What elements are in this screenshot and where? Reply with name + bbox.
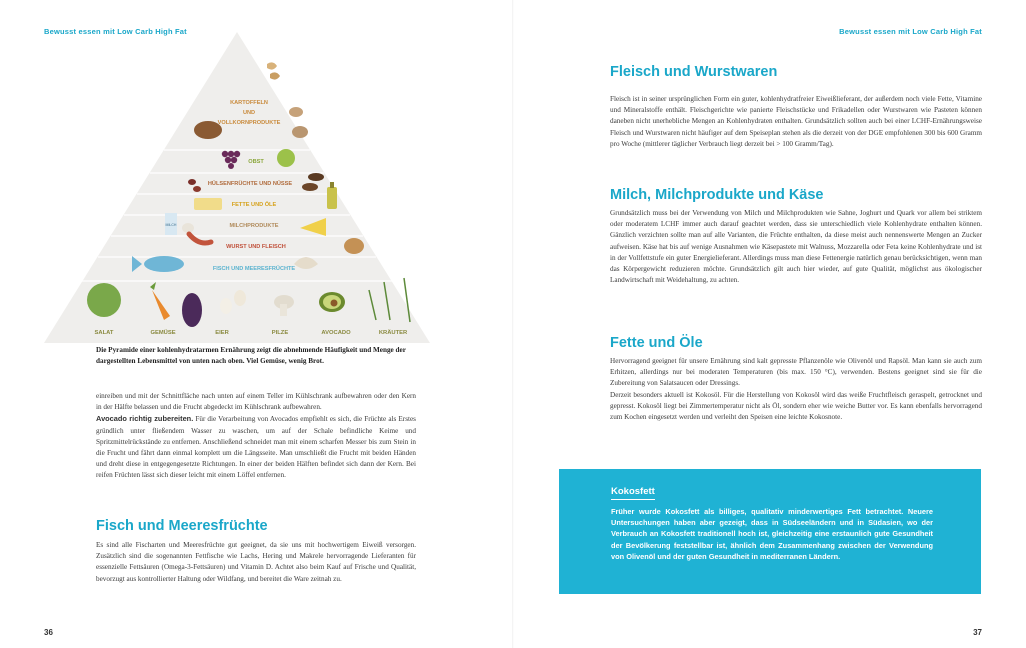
level-label-meat: WURST UND FLEISCH [226, 244, 286, 250]
infobox-text: Früher wurde Kokosfett als billiges, qualitativ minderwertiges Fett betrachtet. Neuere Untersuchungen haben aber gezeigt, dass in Südseeländern und in Südasien, wo der Verbrauch an Kokosfett traditionell hoch ist, gleichzeitig eine erstaunlich gute Gesundheit der Bevölkerung feststellbar ist, ähnlich dem Zusammenhang zwischen der Verwendung von Olivenöl und der guten Gesundheit in mediterranen Ländern. [611, 507, 933, 561]
potato-icon [289, 107, 303, 117]
eggplant-icon [182, 293, 202, 327]
paragraph-milch [610, 208, 982, 286]
level-label-potatoes: KARTOFFELN [230, 100, 268, 106]
level-label-wholegrain: VOLLKORNPRODUKTE [217, 120, 281, 126]
apple-icon [277, 149, 295, 167]
pyramid-caption: Die Pyramide einer kohlenhydratarmen Ernährung zeigt die abnehmende Häufigkeit und Menge der dargestellten Lebensmittel von unten nach oben. Viel Gemüse, wenig Brot. [96, 346, 406, 365]
base-label-mushrooms: PILZE [271, 330, 289, 336]
yogurt-icon [182, 223, 194, 233]
food-pyramid [44, 32, 430, 344]
page-number-left: 36 [44, 628, 53, 637]
paragraph-fleisch-text: Fleisch ist in seiner ursprünglichen Form ein guter, kohlenhydratfreier Eiweißlieferant, der außerdem noch viele Fette, Vitamine und Mineralstoffe enthält. Fleischgerichte wie panierte Fleischstücke und Frikadellen oder Wurstwaren wie Pasteten können daneben nicht unerhebliche Mengen an Kohlenhydraten enthalten. Grundsätzlich sollten auch bei einer LCHF-Ernährungsweise Fleisch und Wurstwaren nicht häufiger auf dem Speiseplan stehen als die derzeit von der DGE empfohlenen 300 bis 600 Gramm pro Woche (mittlerer täglicher Verbrauch liegt derzeit bei > 100 Gramm/Tag). [610, 95, 982, 148]
nut-bread-icon [292, 126, 308, 138]
milk-label: MILCH [165, 223, 177, 227]
paragraph-fleisch [610, 94, 982, 150]
paragraph-avocado-storage: einreiben und mit der Schnittfläche nach unten auf einem Teller im Kühlschrank aufbewahren oder den Kern in der Hälfte belassen und die Frucht abgedeckt im Kühlschrank aufbewahren. [96, 392, 416, 412]
pasta-icon [267, 62, 280, 79]
butter-icon [194, 198, 222, 210]
kokosfett-infobox [559, 469, 981, 594]
paragraph-fette [610, 356, 982, 423]
level-label-legumes: HÜLSENFRÜCHTE UND NÜSSE [207, 181, 293, 187]
level-label-fish: FISCH UND MEERESFRÜCHTE [212, 266, 296, 272]
heading-fette: Fette und Öle [610, 335, 703, 351]
page-gutter [512, 0, 514, 648]
base-label-eggs: EIER [215, 330, 229, 336]
paragraph-avocado-prep [96, 413, 416, 481]
level-label-fruit: OBST [248, 159, 264, 165]
base-label-vegetables: GEMÜSE [150, 330, 176, 336]
avocado-icon [319, 292, 345, 312]
heading-fisch: Fisch und Meeresfrüchte [96, 518, 268, 534]
inline-heading-avocado: Avocado richtig zubereiten. [96, 414, 194, 424]
paragraph-fisch [96, 540, 416, 585]
paragraph-milch-text: Grundsätzlich muss bei der Verwendung von Milch und Milchprodukten wie Sahne, Joghurt und Quark vor allem bei striktem oder moderatem LCHF immer auch darauf geachtet werden, dass sie unterschiedlich viele Kohlenhydrate enthalten können. Gänzlich verzichten sollte man auf alle Varianten, die Früchte enthalten, da diese meist auch nennenswerte Mengen an Zucker aufweisen. Käse hat bis auf wenige Ausnahmen wie Käsepastete mit Walnuss, Mozzarella oder Feta keine Kohlenhydrate und ist in der Vollfettstufe ein guter Energielieferant. Allerdings muss man diese Fettenergie natürlich genau berücksichtigen, wenn man das Körpergewicht reduzieren möchte. Grundsätzlich gilt auch hier wieder, auf gute Qualität, möglichst aus ökologischer Landwirtschaft mit Weidehaltung, zu achten. [610, 209, 982, 285]
heading-fleisch: Fleisch und Wurstwaren [610, 64, 778, 80]
heading-milch: Milch, Milchprodukte und Käse [610, 187, 824, 203]
base-label-avocado: AVOCADO [321, 330, 351, 336]
level-label-and: UND [242, 110, 256, 116]
left-column-text [96, 391, 416, 482]
paragraph-avocado-prep-text: Für die Verarbeitung von Avocados empfiehlt es sich, die Früchte als Erstes gründlich unter fließendem Wasser zu waschen, um auf der Schale befindliche Keime und Spritzmittelrückstände zu entfernen. Anschließend schneidet man mit einem scharfen Messer bis zum Stein in die Frucht und fährt dann einmal komplett um die Längsseite. Man umschließt die Frucht mit beiden Händen und dreht diese in entgegengesetzte Richtungen. In einer der beiden Hälften befindet sich dann der Kern. Bei reifen Früchten lässt sich dieser leicht mit einem Löffel entfernen. [96, 415, 416, 480]
level-label-fats: FETTE UND ÖLE [231, 202, 277, 208]
level-label-dairy: MILCHPRODUKTE [229, 223, 279, 229]
page-number-right: 37 [973, 628, 982, 637]
paragraph-fette-text-1: Hervorragend geeignet für unsere Ernährung sind kalt gepresste Pflanzenöle wie Olivenöl und Rapsöl. Man kann sie auch zum Erhitzen, allerdings nur bei moderaten Temperaturen (bis max. 150 °C), verwenden. Bestens geeignet sind sie für die Zubereitung von Salatsaucen oder Dressings. [610, 357, 982, 388]
infobox-title: Kokosfett [611, 486, 655, 500]
bread-icon [194, 121, 222, 139]
running-header-right: Bewusst essen mit Low Carb High Fat [839, 27, 982, 36]
base-label-herbs: KRÄUTER [378, 330, 408, 336]
running-header-left: Bewusst essen mit Low Carb High Fat [44, 27, 187, 36]
base-label-salad: SALAT [94, 330, 114, 336]
paragraph-fette-text-2: Derzeit besonders aktuell ist Kokosöl. Für die Herstellung von Kokosöl wird das weiße Fruchtfleisch geraspelt, getrocknet und gepresst. Kokosöl liegt bei Zimmertemperatur nicht als Öl, sondern eher wie weiche Butter vor. Es kann ebenfalls hervorragend zum Kochen eingesetzt werden und verleiht den Speisen eine leichte Kokosnote. [610, 390, 982, 422]
lettuce-icon [87, 283, 121, 317]
chicken-leg-icon [344, 238, 364, 254]
paragraph-fisch-text: Es sind alle Fischarten und Meeresfrüchte gut geeignet, da sie uns mit hochwertigem Eiweiß versorgen. Zusätzlich sind die sogenannten Fettfische wie Lachs, Hering und Makrele hervorragende Lieferanten für essenzielle Fettsäuren (Omega-3-Fettsäuren) und Vitamin D. Achtet also beim Kauf auf Frische und Qualität, bevorzugt aus kontrollierter Haltung oder Wildfang, und bereitet die Ware zeitnah zu. [96, 541, 416, 583]
